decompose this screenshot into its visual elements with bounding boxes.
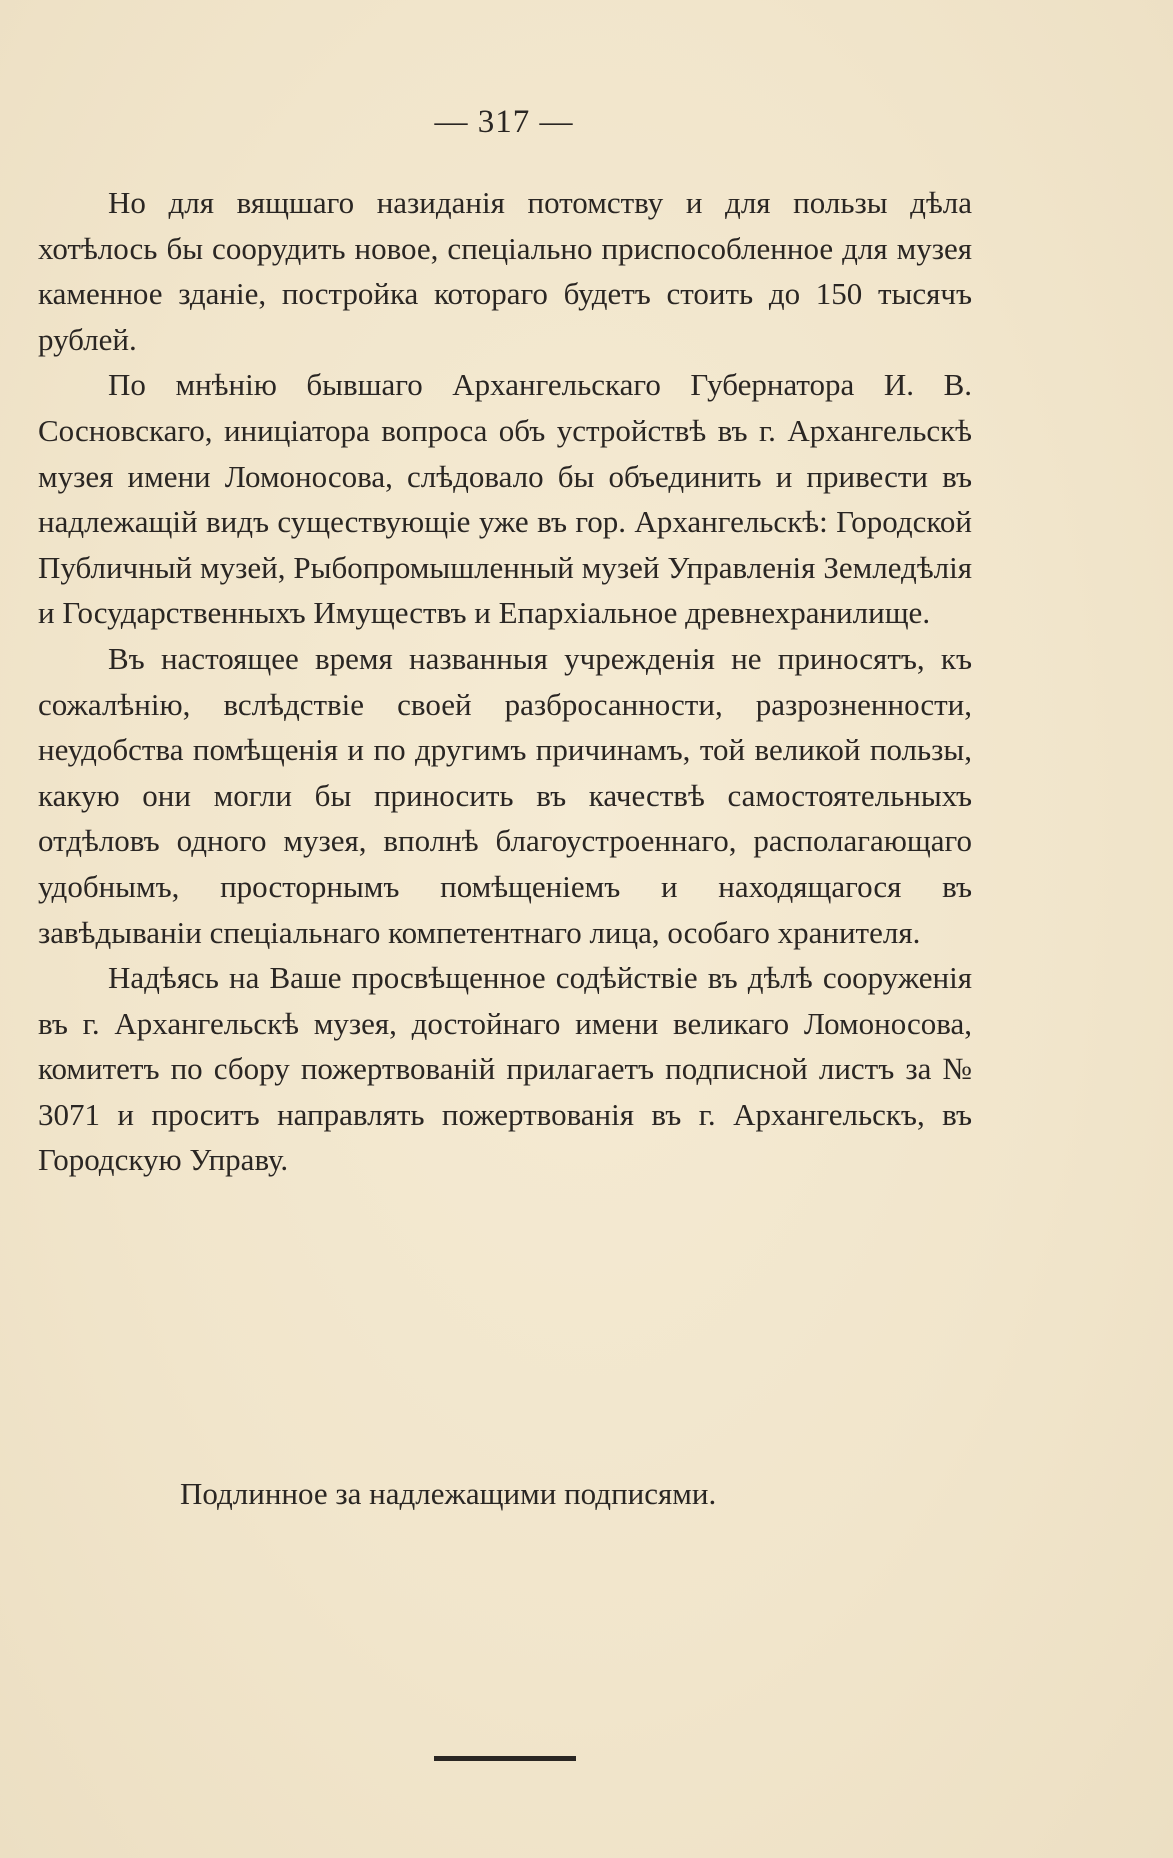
paragraph-2: По мнѣнію бывшаго Архангельскаго Губернатора И. В. Сосновскаго, иниціатора вопроса объ устройствѣ въ г. Архангельскѣ музея имени Ломоносова, слѣдовало бы объединить и привести въ надлежащій видъ существующіе уже въ гор. Архангельскѣ: Городской Публичный музей, Рыбопромышленный музей Управленія Земледѣлія и Государственныхъ Имуществъ и Епархіальное древнехранилище. xyxy=(38,367,972,631)
closing-line: Подлинное за надлежащими подписями. xyxy=(180,1476,717,1511)
paragraph-4: Надѣясь на Ваше просвѣщенное содѣйствіе въ дѣлѣ сооруженія въ г. Архангельскѣ музея, достойнаго имени великаго Ломоносова, комитетъ по сбору пожертвованій прилагаетъ подписной листъ за № 3071 и проситъ направлять пожертвованія въ г. Архангельскъ, въ Городскую Управу. xyxy=(38,960,972,1178)
paragraph-1: Но для вящшаго назиданія потомству и для пользы дѣла хотѣлось бы соорудить новое, спеціально приспособленное для музея каменное зданіе, постройка котораго будетъ стоить до 150 тысячъ рублей. xyxy=(38,185,972,357)
body-text xyxy=(38,180,972,1183)
page-number: — 317 — xyxy=(434,104,574,140)
end-rule xyxy=(434,1756,576,1761)
paragraph-3: Въ настоящее время названныя учрежденія не приносятъ, къ сожалѣнію, вслѣдствіе своей разбросанности, разрозненности, неудобства помѣщенія и по другимъ причинамъ, той великой пользы, какую они могли бы приносить въ качествѣ самостоятельныхъ отдѣловъ одного музея, вполнѣ благоустроеннаго, располагающаго удобнымъ, просторнымъ помѣщеніемъ и находящагося въ завѣдываніи спеціальнаго компетентнаго лица, особаго хранителя. xyxy=(38,640,972,950)
